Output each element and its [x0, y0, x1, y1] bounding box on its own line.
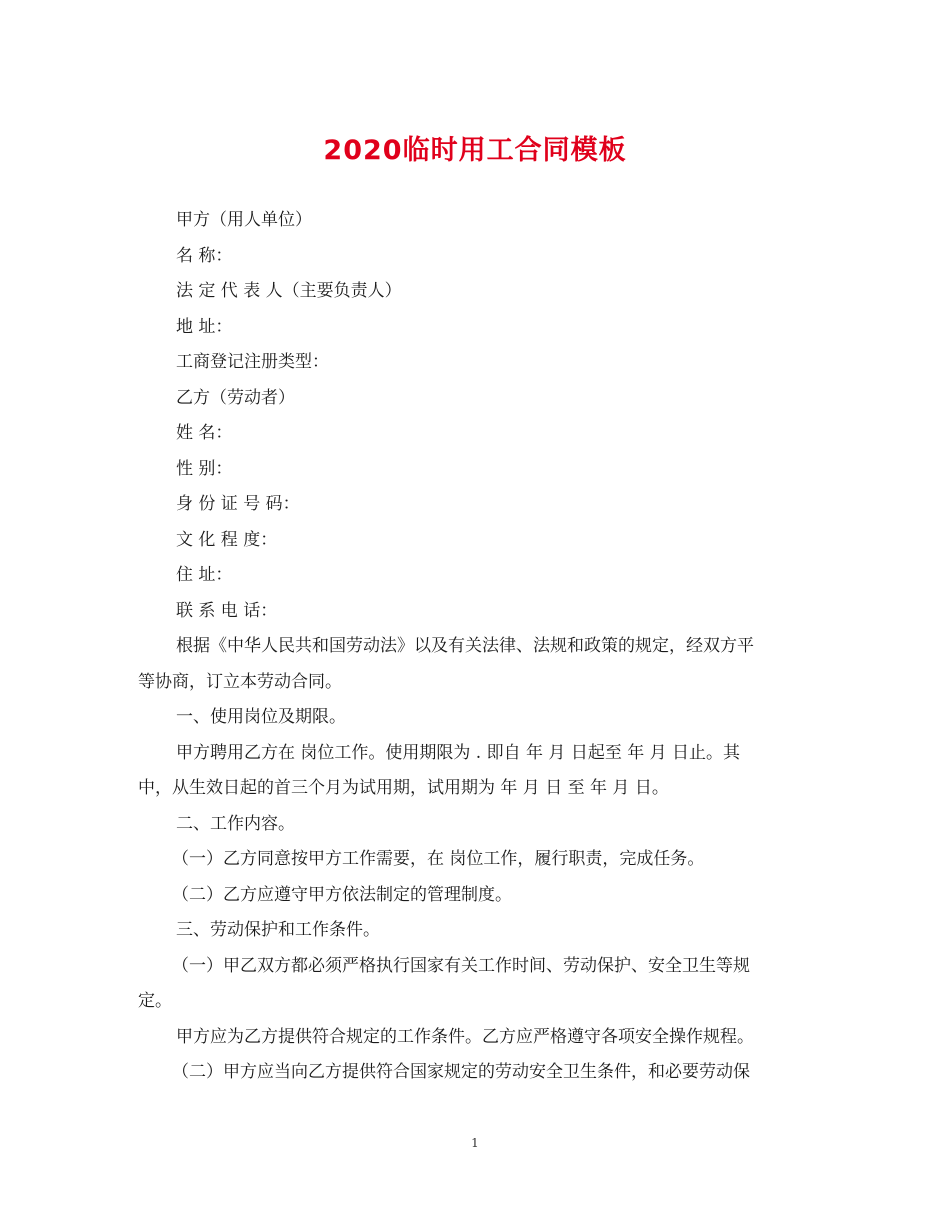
party-b-heading: 乙方（劳动者）: [176, 387, 295, 408]
document-title: 2020临时用工合同模板: [323, 135, 627, 166]
section-3-paragraph: 甲方应为乙方提供符合规定的工作条件。乙方应严格遵守各项安全操作规程。: [176, 1026, 754, 1047]
section-2-item-1: （一）乙方同意按甲方工作需要，在 岗位工作，履行职责，完成任务。: [172, 849, 705, 869]
party-a-legal-rep-field: 法 定 代 表 人（主要负责人）: [176, 281, 402, 301]
party-b-gender-field: 性 别：: [176, 458, 233, 479]
party-b-address-field: 住 址：: [176, 565, 233, 585]
document-body: [138, 203, 814, 1091]
preamble-paragraph-line-2: 等协商，订立本劳动合同。: [138, 671, 342, 692]
section-3-item-2-line-1: （二）甲方应当向乙方提供符合国家规定的劳动安全卫生条件，和必要劳动保: [172, 1062, 750, 1082]
section-1-paragraph-line-2: 中，从生效日起的首三个月为试用期，试用期为 年 月 日 至 年 月 日。: [138, 778, 669, 798]
section-2-heading: 二、工作内容。: [176, 813, 295, 834]
section-3-heading: 三、劳动保护和工作条件。: [176, 920, 380, 940]
page-number: 1: [471, 1136, 479, 1150]
party-a-heading: 甲方（用人单位）: [176, 210, 312, 230]
section-2-item-2: （二）乙方应遵守甲方依法制定的管理制度。: [172, 884, 512, 905]
party-b-name-field: 姓 名：: [176, 423, 233, 443]
section-1-heading: 一、使用岗位及期限。: [176, 707, 346, 727]
party-b-education-field: 文 化 程 度：: [176, 529, 278, 550]
section-3-item-1-line-2: 定。: [138, 991, 172, 1011]
section-3-item-1-line-1: （一）甲乙双方都必须严格执行国家有关工作时间、劳动保护、安全卫生等规: [172, 955, 750, 976]
party-b-id-number-field: 身 份 证 号 码：: [176, 494, 300, 514]
party-b-phone-field: 联 系 电 话：: [176, 600, 278, 621]
party-a-registration-type-field: 工商登记注册类型：: [176, 352, 329, 372]
section-1-paragraph-line-1: 甲方聘用乙方在 岗位工作。使用期限为 . 即自 年 月 日起至 年 月 日止。其: [176, 742, 741, 763]
party-a-name-field: 名 称：: [176, 245, 233, 266]
party-a-address-field: 地 址：: [176, 316, 233, 337]
preamble-paragraph-line-1: 根据《中华人民共和国劳动法》以及有关法律、法规和政策的规定，经双方平: [176, 636, 754, 656]
